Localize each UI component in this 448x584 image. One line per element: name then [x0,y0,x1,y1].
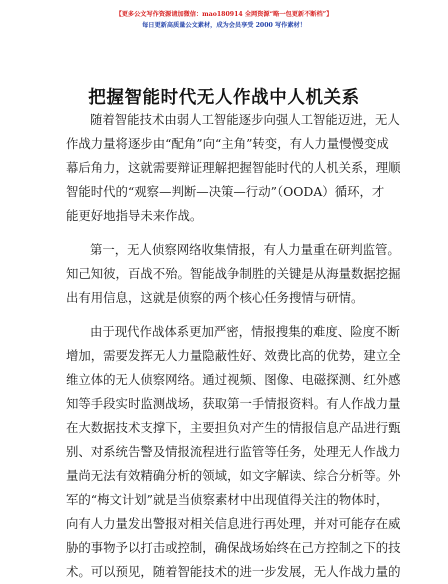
body-line: 量尚无法有效精确分析的领域，如文字解读、综合分析等。外 [66,468,401,483]
promo-banner-top: 【更多公文写作资源请加微信：mao180914 全网资源“略一包更新不断档”】 [115,11,333,18]
body-line: 知己知彼，百战不殆。智能战争制胜的关键是从海量数据挖掘 [66,266,401,281]
body-line: 智能时代的“观察—判断—决策—行动”（OODA）循环，才 [66,184,385,199]
body-line: 知等手段实时监测战场，获取第一手情报资料。有人作战力量 [66,396,401,411]
body-line: 能更好地指导未来作战。 [66,208,203,223]
body-line: 胁的事物予以打击或控制，确保战场始终在己方控制之下的技 [66,540,401,555]
body-line: 维立体的无人侦察网络。通过视频、图像、电磁探测、红外感 [66,372,401,387]
body-line: 作战力量将逐步由“配角”向“主角”转变，有人力量慢慢变成 [66,136,389,151]
body-line: 在大数据技术支撑下，主要担负对产生的情报信息产品进行甄 [66,420,401,435]
body-line: 出有用信息，这就是侦察的两个核心任务搜情与研情。 [66,290,364,305]
body-line: 增加，需要发挥无人力量隐蔽性好、效费比高的优势，建立全 [66,348,401,363]
body-line: 术。可以预见，随着智能技术的进一步发展，无人作战力量的 [66,564,401,579]
body-line: 第一，无人侦察网络收集情报，有人力量重在研判监管。 [90,242,400,257]
body-line: 幕后角力，这就需要辩证理解把握智能时代的人机关系，理顺 [66,160,401,175]
document-title: 把握智能时代无人作战中人机关系 [88,88,360,108]
body-line: 由于现代作战体系更加严密，情报搜集的难度、险度不断 [90,324,400,339]
body-line: 军的“梅文计划”就是当侦察素材中出现值得关注的物体时， [66,492,389,507]
body-line: 随着智能技术由弱人工智能逐步向强人工智能迈进，无人 [90,112,400,127]
body-line: 别、对系统告警及情报流程进行监管等任务，处理无人作战力 [66,444,401,459]
promo-banner-bottom: 每日更新高质量公文素材，成为会员享受 2000 写作素材！ [142,22,306,29]
body-line: 向有人力量发出警报对相关信息进行再处理，并对可能存在威 [66,516,401,531]
